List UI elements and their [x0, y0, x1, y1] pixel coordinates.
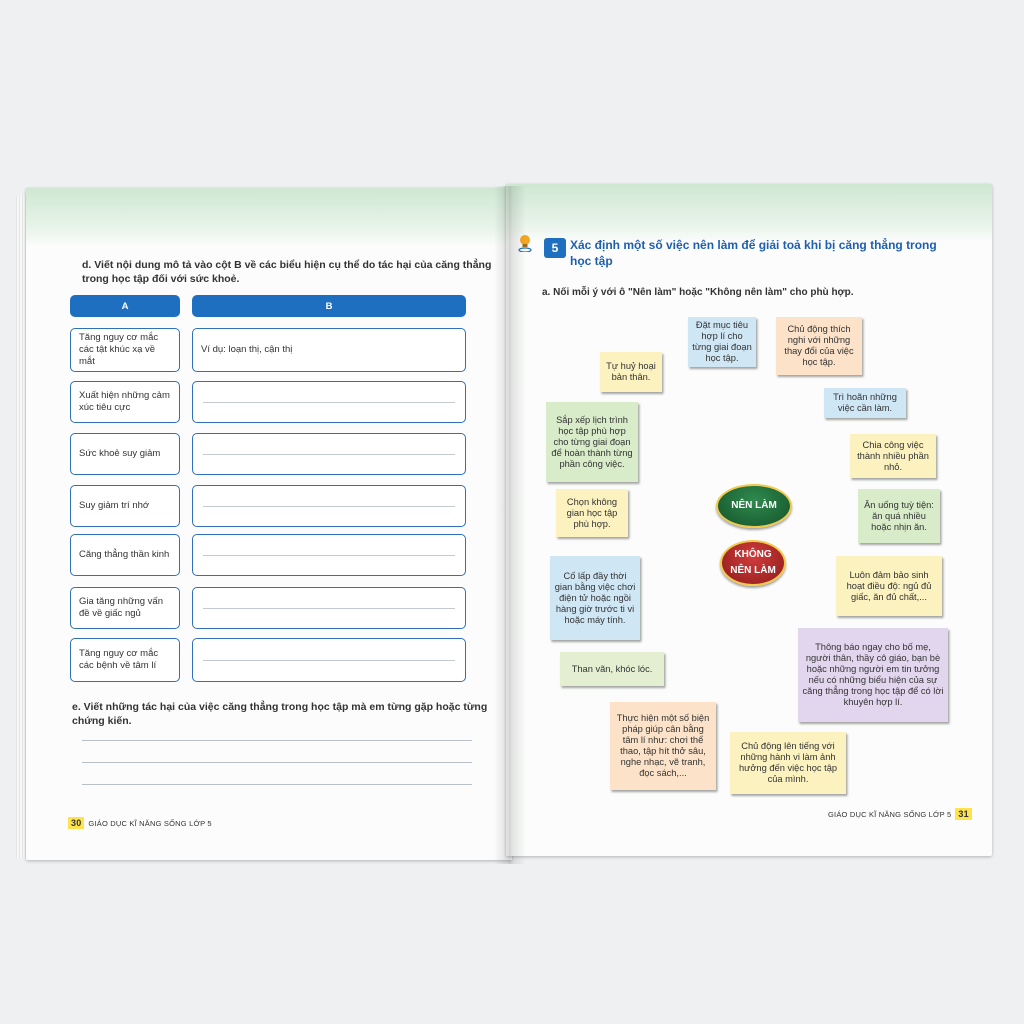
sticky-note[interactable]: Luôn đảm bảo sinh hoạt điều độ: ngủ đủ giấc, ăn đủ chất,...	[836, 556, 942, 616]
footer-text-left: GIÁO DỤC KĨ NĂNG SỐNG LỚP 5	[88, 818, 212, 828]
footer-text-right: GIÁO DỤC KĨ NĂNG SỐNG LỚP 5	[828, 809, 952, 819]
cell-a: Xuất hiện những cảm xúc tiêu cực	[70, 381, 180, 423]
open-workbook	[14, 180, 994, 865]
cell-b[interactable]	[192, 433, 466, 475]
sticky-note[interactable]: Tự huỷ hoại bản thân.	[600, 352, 662, 392]
sticky-note[interactable]: Ăn uống tuỳ tiện: ăn quá nhiều hoặc nhịn ăn.	[858, 489, 940, 543]
cell-b[interactable]	[192, 328, 466, 372]
question-e: e. Viết những tác hại của việc căng thẳng trong học tập mà em từng gặp hoặc từng chứng kiến.	[72, 701, 488, 727]
sticky-note[interactable]: Chủ động thích nghi với những thay đổi của việc học tập.	[776, 317, 862, 375]
sticky-note[interactable]: Thông báo ngay cho bố mẹ, người thân, thầy cô giáo, bạn bè hoặc những người em tin tưởng nếu có những biểu hiện của sự căng thẳng trong học tập để có lời khuyên hợp lí.	[798, 628, 948, 722]
sticky-note[interactable]: Cố lấp đầy thời gian bằng việc chơi điện tử hoặc ngồi hàng giờ trước ti vi hoặc máy tính.	[550, 556, 640, 640]
cell-b-text: Ví dụ: loạn thị, cận thị	[201, 344, 293, 355]
answer-line	[203, 454, 455, 455]
sticky-note[interactable]: Chia công việc thành nhiều phần nhỏ.	[850, 434, 936, 478]
left-page	[26, 188, 512, 860]
answer-line	[203, 608, 455, 609]
no-oval[interactable]: KHÔNG NÊN LÀM	[720, 540, 786, 586]
task-instruction	[542, 286, 942, 300]
cell-a: Sức khoẻ suy giảm	[70, 433, 180, 475]
answer-line-1[interactable]	[82, 740, 472, 741]
cell-b[interactable]	[192, 638, 466, 682]
left-page-header-band	[26, 188, 512, 246]
cell-b[interactable]	[192, 587, 466, 629]
cell-b[interactable]	[192, 381, 466, 423]
sticky-note[interactable]: Than vãn, khóc lóc.	[560, 652, 664, 686]
sticky-note[interactable]: Chọn không gian học tập phù hợp.	[556, 489, 628, 537]
cell-a: Căng thẳng thần kinh	[70, 534, 180, 576]
column-a-header: A	[70, 295, 180, 317]
book-spine	[494, 186, 526, 864]
cell-a: Tăng nguy cơ mắc các tật khúc xạ về mắt	[70, 328, 180, 372]
cell-a: Gia tăng những vấn đề về giấc ngủ	[70, 587, 180, 629]
answer-line-2[interactable]	[82, 762, 472, 763]
column-b-header: B	[192, 295, 466, 317]
answer-line-3[interactable]	[82, 784, 472, 785]
task-number-badge: 5	[544, 238, 566, 258]
page-number-left: 30	[68, 817, 84, 829]
answer-line	[203, 555, 455, 556]
right-page-header-band	[506, 184, 992, 242]
sticky-note[interactable]: Thực hiện một số biện pháp giúp cân bằng tâm lí như: chơi thể thao, tập hít thở sâu, nghe nhạc, vẽ tranh, đọc sách,...	[610, 702, 716, 790]
right-footer	[828, 808, 972, 820]
answer-line	[203, 660, 455, 661]
instruction-text: a. Nối mỗi ý với ô "Nên làm" hoặc "Không nên làm" cho phù hợp.	[542, 287, 854, 298]
right-page	[506, 184, 992, 856]
cell-a: Tăng nguy cơ mắc các bệnh về tâm lí	[70, 638, 180, 682]
left-footer	[68, 817, 212, 829]
task-title: Xác định một số việc nên làm để giải toả khi bị căng thẳng trong học tập	[570, 238, 937, 268]
answer-line	[203, 506, 455, 507]
question-d: d. Viết nội dung mô tả vào cột B về các biểu hiện cụ thể do tác hại của căng thẳng trong học tập đối với sức khoẻ.	[82, 259, 492, 285]
cell-b[interactable]	[192, 534, 466, 576]
sticky-note[interactable]: Sắp xếp lịch trình học tập phù hợp cho từng giai đoạn để hoàn thành từng phần công việc.	[546, 402, 638, 482]
sticky-note[interactable]: Đặt mục tiêu hợp lí cho từng giai đoạn học tập.	[688, 317, 756, 367]
answer-line	[203, 402, 455, 403]
sticky-note[interactable]: Chủ động lên tiếng với những hành vi làm ảnh hưởng đến việc học tập của mình.	[730, 732, 846, 794]
cell-a: Suy giảm trí nhớ	[70, 485, 180, 527]
page-number-right: 31	[955, 808, 971, 820]
sticky-note[interactable]: Trì hoãn những việc cần làm.	[824, 388, 906, 418]
cell-b[interactable]	[192, 485, 466, 527]
yes-oval[interactable]: NÊN LÀM	[716, 484, 792, 528]
